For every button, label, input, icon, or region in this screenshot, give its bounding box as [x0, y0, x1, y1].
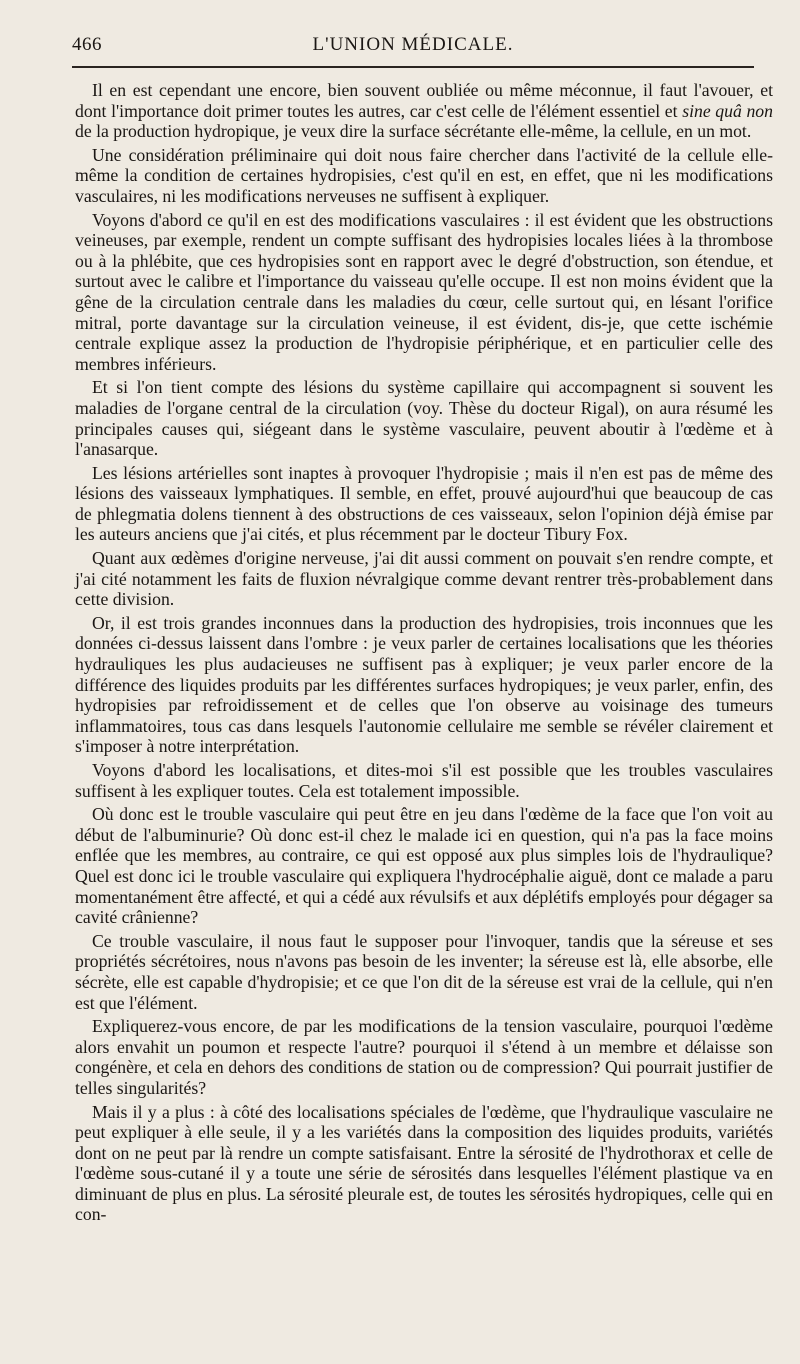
paragraph: Et si l'on tient compte des lésions du système capillaire qui accompagnent si souvent les maladies de l'organe central de la circulation (voy. Thèse du docteur Rigal), on aura résumé les principales causes qui, siégeant dans le système vasculaire, peuvent aboutir à l'œdème et à l'anasarque. — [75, 377, 773, 460]
page-number: 466 — [72, 34, 102, 55]
paragraph: Quant aux œdèmes d'origine nerveuse, j'ai dit aussi comment on pouvait s'en rendre compte, et j'ai cité notamment les faits de fluxion névralgique comme devant rentrer très-probablement dans cette division. — [75, 548, 773, 610]
paragraph: Où donc est le trouble vasculaire qui peut être en jeu dans l'œdème de la face que l'on voit au début de l'albuminurie? Où donc est-il chez le malade ici en question, qui n'a pas la face moins enflée que les membres, au contraire, ce qui est opposé aux plus simples lois de l'hydraulique? Quel est donc ici le trouble vasculaire qui expliquera l'hydrocéphalie aiguë, dont ce malade a paru momentanément être affecté, et qui a cédé aux révulsifs et aux déplétifs employés pour dégager sa cavité crânienne? — [75, 804, 773, 928]
paragraph: Ce trouble vasculaire, il nous faut le supposer pour l'invoquer, tandis que la séreuse et ses propriétés sécrétoires, nous n'avons pas besoin de les inventer; la séreuse est là, elle absorbe, elle sécrète, elle est capable d'hydropisie; et ce que l'on dit de la séreuse est vrai de la cellule, qui n'en est que l'élément. — [75, 930, 773, 1013]
italic-latin-phrase: sine quâ non — [682, 100, 773, 121]
paragraph-text: Il en est cependant une encore, bien souvent oubliée ou même méconnue, il faut l'avouer, et dont l'importance doit primer toutes les autres, car c'est celle de l'élément essentiel et — [75, 80, 773, 121]
paragraph: Mais il y a plus : à côté des localisations spéciales de l'œdème, que l'hydraulique vasculaire ne peut expliquer à elle seule, il y a les variétés dans la composition des liquides produits, variétés dont on ne peut par là rendre un compte satisfaisant. Entre la sérosité de l'hydrothorax et celle de l'œdème sous-cutané il y a toute une série de sérosités dans lesquelles l'élément plastique va en diminuant de plus en plus. La sérosité pleurale est, de toutes les sérosités hydropiques, celle qui en con- — [75, 1101, 773, 1225]
paragraph: Voyons d'abord ce qu'il en est des modifications vasculaires : il est évident que les obstructions veineuses, par exemple, rendent un compte suffisant des hydropisies locales liées à la thrombose ou à la phlébite, que ces hydropisies sont en rapport avec le degré d'obstruction, son étendue, et surtout avec le calibre et l'importance du vaisseau qu'elle occupe. Il est non moins évident que la gêne de la circulation centrale dans les maladies du cœur, celle surtout qui, en lésant l'orifice mitral, porte davantage sur la circulation veineuse, il est évident, dis-je, que cette ischémie centrale explique assez la production de l'hydropisie périphérique, et en particulier celle des membres inférieurs. — [75, 209, 773, 374]
paragraph-text: de la production hydropique, je veux dire la surface sécrétante elle-même, la cellule, en un mot. — [75, 121, 752, 142]
running-head — [72, 34, 754, 64]
paragraph: Une considération préliminaire qui doit nous faire chercher dans l'activité de la cellule elle-même la condition de certaines hydropisies, c'est qu'il en est, en effet, que ni les modifications vasculaires, ni les modifications nerveuses ne suffisent à expliquer. — [75, 144, 773, 206]
paragraph: Or, il est trois grandes inconnues dans la production des hydropisies, trois inconnues que les données ci-dessus laissent dans l'ombre : je veux parler de certaines localisations que les théories hydrauliques les plus audacieuses ne suffisent pas à expliquer; je veux parler encore de la différence des liquides produits par les différentes surfaces hydropiques; je veux parler, enfin, des hydropisies par refroidissement et de celles que l'on observe au voisinage des tumeurs inflammatoires, tous cas dans lesquels l'autonomie cellulaire me semble se révéler clairement et s'imposer à notre interprétation. — [75, 612, 773, 757]
paragraph: Voyons d'abord les localisations, et dites-moi s'il est possible que les troubles vasculaires suffisent à les expliquer toutes. Cela est totalement impossible. — [75, 760, 773, 801]
paragraph — [75, 80, 773, 142]
paragraph: Les lésions artérielles sont inaptes à provoquer l'hydropisie ; mais il n'en est pas de même des lésions des vaisseaux lymphatiques. Il semble, en effet, prouvé aujourd'hui que beaucoup de cas de phlegmatia dolens tiennent à des obstructions de ces vaisseaux, selon l'opinion déjà émise par les auteurs anciens que j'ai cités, et plus récemment par le docteur Tibury Fox. — [75, 462, 773, 545]
header-rule — [72, 66, 754, 68]
body-text — [75, 80, 773, 1228]
paragraph: Expliquerez-vous encore, de par les modifications de la tension vasculaire, pourquoi l'œdème alors envahit un poumon et respecte l'autre? pourquoi il s'étend à un membre et délaisse son congénère, et cela en dehors des conditions de station ou de compression? Qui pourrait justifier de telles singularités? — [75, 1016, 773, 1098]
journal-title: L'UNION MÉDICALE. — [312, 34, 514, 55]
